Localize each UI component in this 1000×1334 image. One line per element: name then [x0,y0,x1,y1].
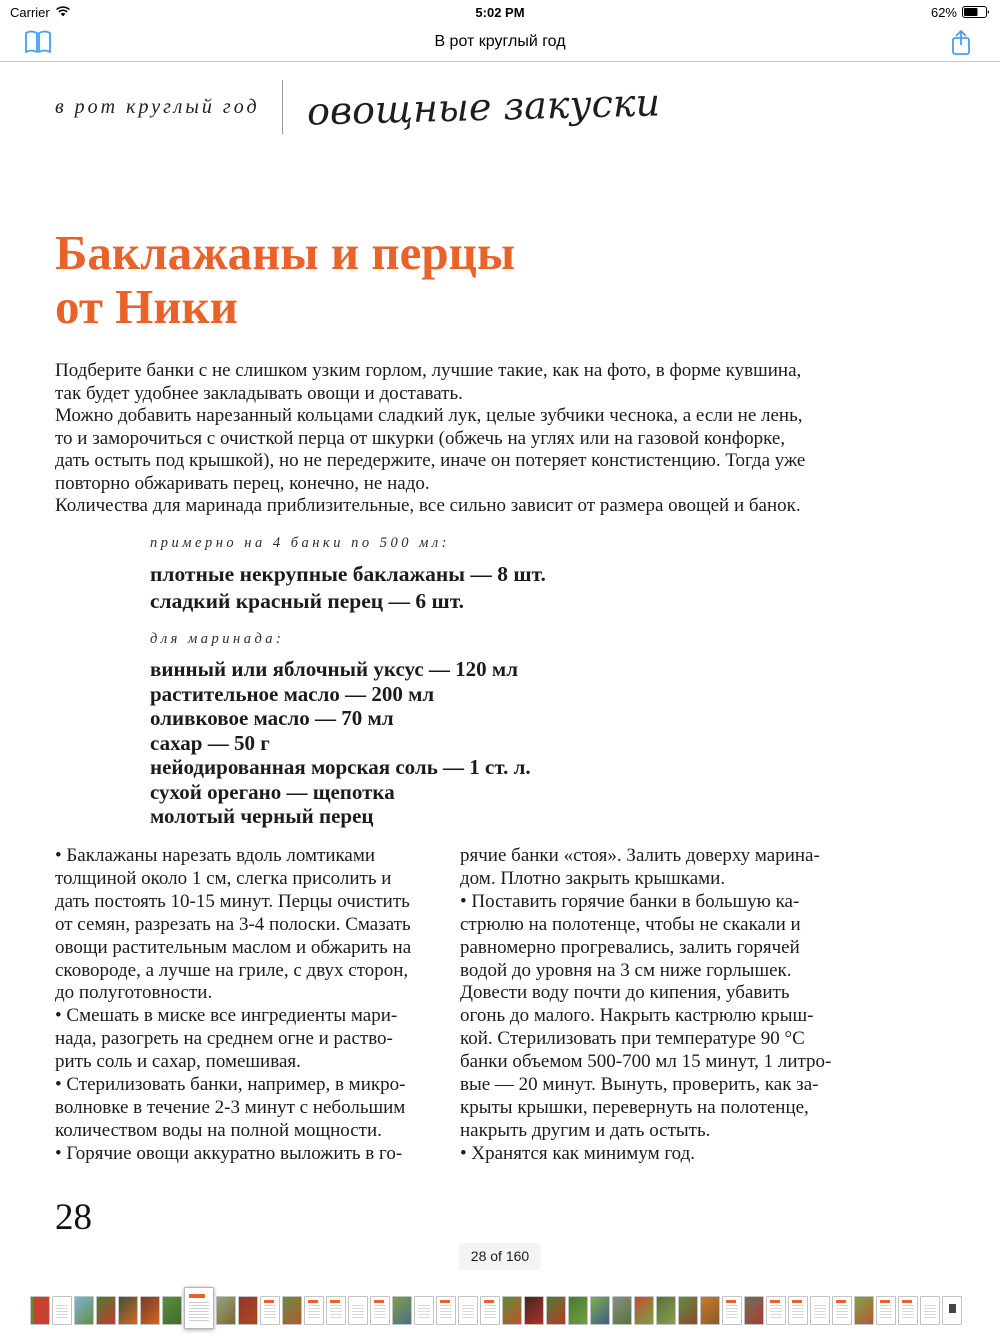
recipe-title [55,226,515,334]
page-thumbnail[interactable] [788,1296,808,1325]
ingredient-line: винный или яблочный уксус — 120 мл [150,657,519,681]
carrier-label: Carrier [10,4,50,20]
nav-bar [0,24,1000,62]
step-line: до полуготовности. [55,982,213,1004]
page-thumbnail[interactable] [568,1296,588,1325]
recipe-title-line2: от Ники [55,279,238,334]
share-icon[interactable] [946,28,978,58]
page-thumbnail[interactable] [766,1296,786,1325]
intro-line: Количества для маринада приблизительные, все сильно зависит от размера овощей и банок. [55,495,801,516]
page-thumbnail[interactable] [810,1296,830,1325]
step-line: • Хранятся как минимум год. [460,1142,696,1164]
intro-line: дать остыть под крышкой), но не передержите, иначе он потеряет констистенцию. Тогда уже [55,450,806,471]
step-line: рить соль и сахар, помешивая. [55,1051,301,1073]
page-thumbnail[interactable] [854,1296,874,1325]
ingredient-line: молотый черный перец [150,804,374,828]
step-line: огонь до малого. Накрыть кастрюлю крыш- [460,1005,814,1027]
page-thumbnail[interactable] [30,1296,50,1325]
ingredient-line: растительное масло — 200 мл [150,681,435,706]
page-thumbnail[interactable] [942,1296,962,1325]
battery-percent-label: 62% [930,4,957,20]
step-line: количеством воды на полной мощности. [55,1119,382,1141]
step-line: вые — 20 минут. Вынуть, проверить, как за- [460,1074,819,1096]
step-line: • Горячие овощи аккуратно выложить в го- [55,1142,403,1164]
page-thumbnail[interactable] [304,1296,324,1325]
step-line: • Баклажаны нарезать вдоль ломтиками [55,845,376,866]
step-line: Довести воду почти до кипения, убавить [460,982,790,1004]
step-line: овощи растительным маслом и обжарить на [55,936,412,958]
page-thumbnail[interactable] [524,1296,544,1325]
ingredient-line: сахар — 50 г [150,730,270,755]
page-thumbnail[interactable] [502,1296,522,1325]
page-thumbnail[interactable] [140,1296,160,1325]
intro-line: то и заморочиться с очисткой перца от шкурки (обжечь на углях или на газовой конфорке, [55,427,786,449]
page-thumbnail[interactable] [656,1296,676,1325]
page-position-indicator[interactable]: 28 of 160 [459,1243,541,1270]
marinade-label: для маринада: [150,631,285,647]
page-thumbnail[interactable] [392,1296,412,1325]
page-thumbnail[interactable] [326,1296,346,1325]
intro-line: Подберите банки с не слишком узким горлом, лучшие такие, как на фото, в форме кувшина, [55,360,802,381]
step-line: • Смешать в миске все ингредиенты мари- [55,1005,398,1027]
page-thumbnail[interactable] [590,1296,610,1325]
marinade-ingredients-list [150,657,546,829]
step-line: стрюлю на полотенце, чтобы не скакали и [460,913,801,935]
page-thumbnail[interactable] [612,1296,632,1325]
step-line: • Поставить горячие банки в большую ка- [460,890,800,912]
page-thumbnail[interactable] [282,1296,302,1325]
step-line: крыты крышки, перевернуть на полотенце, [460,1096,809,1118]
page-thumbnail[interactable] [722,1296,742,1325]
step-line: кой. Стерилизовать при температуре 90 °С [460,1028,805,1050]
step-line: рячие банки «стоя». Залить доверху марина- [460,845,820,866]
step-line: от семян, разрезать на 3-4 полоски. Смазать [55,913,411,935]
page-thumbnail-scrubber[interactable] [30,1296,962,1329]
step-line: накрыть другим и дать остыть. [460,1119,711,1141]
page-thumbnail[interactable] [216,1296,236,1325]
step-line: толщиной около 1 см, слегка присолить и [55,867,392,889]
step-line: сковороде, а лучше на гриле, с двух сторон, [55,959,409,981]
intro-line: повторно обжаривать перец, конечно, не надо. [55,472,430,494]
page-thumbnail[interactable] [876,1296,896,1325]
page-thumbnail[interactable] [52,1296,72,1325]
page-thumbnail[interactable] [348,1296,368,1325]
intro-line: так будет удобнее закладывать овощи и доставать. [55,382,463,404]
page-thumbnail[interactable] [634,1296,654,1325]
step-line: дом. Плотно закрыть крышками. [460,867,726,889]
ingredients-block [150,535,546,829]
page-thumbnail[interactable] [832,1296,852,1325]
step-line: равномерно прогревались, залить горячей [460,936,800,958]
step-line: волновке в течение 2-3 минут с небольшим [55,1096,406,1118]
page-thumbnail[interactable] [744,1296,764,1325]
page-thumbnail[interactable] [700,1296,720,1325]
page-thumbnail[interactable] [678,1296,698,1325]
page-thumbnail[interactable] [480,1296,500,1325]
chapter-title: овощные закуски [306,80,661,134]
ingredient-line: оливковое масло — 70 мл [150,706,394,730]
page-thumbnail[interactable] [414,1296,434,1325]
nav-title: В рот круглый год [434,33,566,50]
ingredient-line: нейодированная морская соль — 1 ст. л. [150,755,531,779]
page-thumbnail[interactable] [96,1296,116,1325]
page-thumbnail[interactable] [238,1296,258,1325]
step-line: дать постоять 10-15 минут. Перцы очистить [55,890,410,912]
page-thumbnail[interactable] [370,1296,390,1325]
header-divider [282,80,283,134]
page-number: 28 [55,1197,92,1238]
step-line: • Стерилизовать банки, например, в микро- [55,1074,406,1096]
page-thumbnail[interactable] [260,1296,280,1325]
steps-column-left [55,845,460,1166]
page-thumbnail[interactable] [74,1296,94,1325]
steps-column-right [460,845,920,1166]
step-line: водой до уровня на 3 см ниже горлышек. [460,959,792,981]
recipe-title-line1: Баклажаны и перцы [55,225,516,280]
battery-icon [962,6,990,18]
ingredient-line: сухой орегано — щепотка [150,779,395,804]
ingredient-line: плотные некрупные баклажаны — 8 шт. [150,562,546,586]
page-thumbnail[interactable] [546,1296,566,1325]
running-header [55,80,660,134]
page-thumbnail[interactable] [898,1296,918,1325]
main-ingredients-list [150,561,546,614]
page-thumbnail[interactable] [118,1296,138,1325]
intro-text [55,360,805,518]
yield-label: примерно на 4 банки по 500 мл: [150,535,450,551]
page-thumbnail[interactable] [920,1296,940,1325]
page-thumbnail[interactable] [162,1296,182,1325]
status-bar [0,0,1000,24]
page-thumbnail[interactable] [184,1287,214,1329]
page-thumbnail[interactable] [436,1296,456,1325]
method-steps [55,845,920,1166]
page-thumbnail[interactable] [458,1296,478,1325]
running-book-title: в рот круглый год [55,95,260,118]
status-time: 5:02 PM [475,4,525,20]
intro-line: Можно добавить нарезанный кольцами сладкий лук, целые зубчики чеснока, а если не лень, [55,405,803,426]
ingredient-line: сладкий красный перец — 6 шт. [150,588,465,613]
step-line: нада, разогреть на среднем огне и раство- [55,1028,393,1050]
step-line: банки объемом 500-700 мл 15 минут, 1 литро- [460,1051,832,1073]
